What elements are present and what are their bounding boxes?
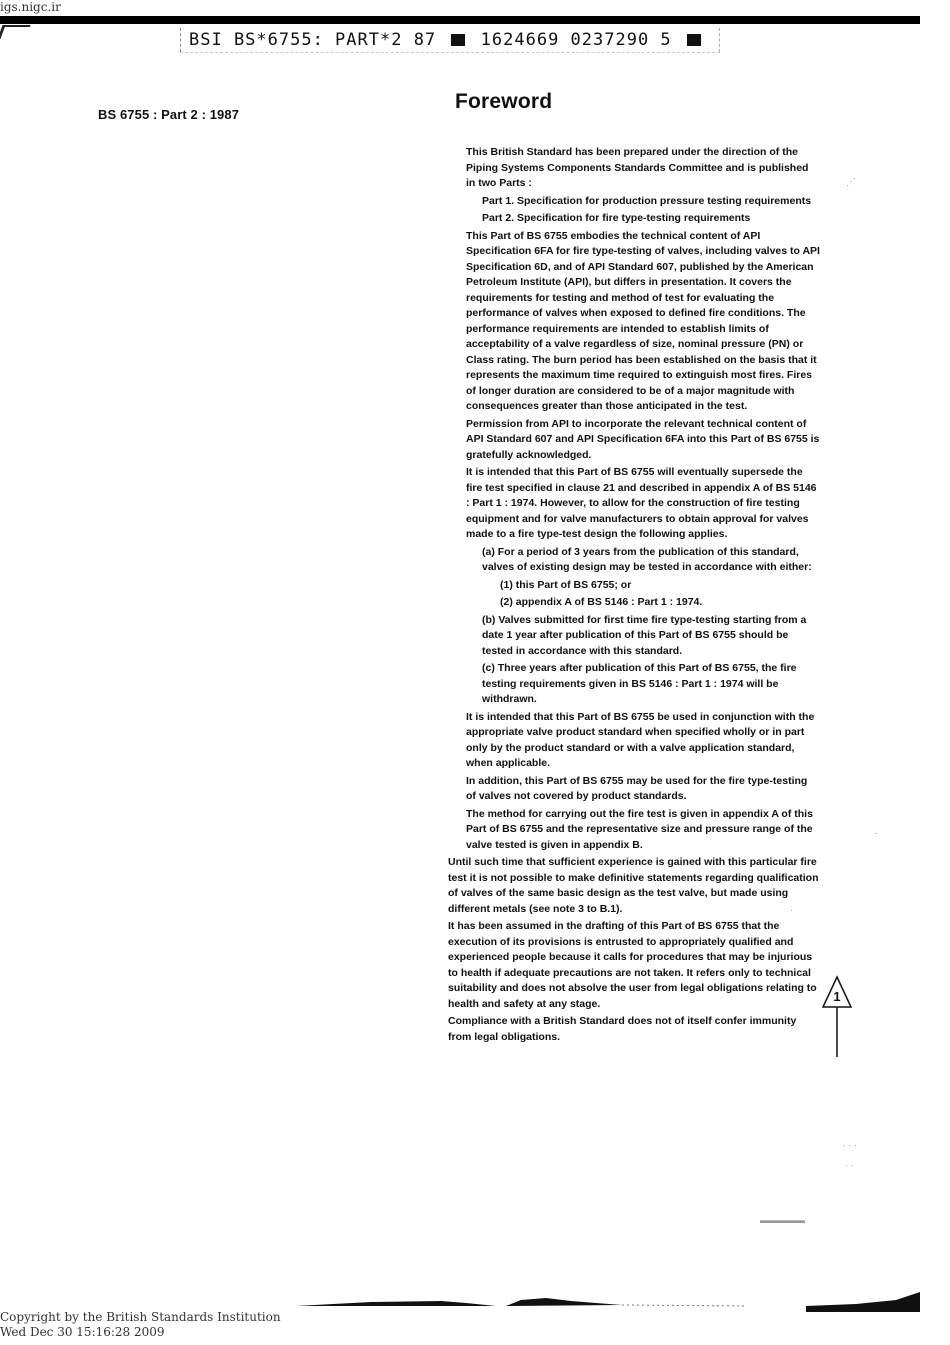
- part-2-entry: Part 2. Specification for fire type-testing requirements: [482, 212, 751, 224]
- paragraph-until: Until such time that sufficient experience is gained with this particular fire test it is not possible to make definitive statements regarding qualification of valves of the same basic design as the test valve, but made using different metals (see note 3 to B.1).: [448, 856, 819, 915]
- footer-copyright: Copyright by the British Standards Institution: [0, 1310, 281, 1324]
- paragraph-conjunction: It is intended that this Part of BS 6755 be used in conjunction with the appropriate valve product standard when specified wholly or in part only by the product standard or with a valve application standard, when applicable.: [466, 710, 815, 769]
- list-item-a: (a) For a period of 3 years from the publication of this standard, valves of existing design may be tested in accordance with either:: [482, 545, 812, 573]
- paragraph-compliance: Compliance with a British Standard does not of itself confer immunity from legal obligations.: [448, 1015, 797, 1043]
- foreword-intro: This British Standard has been prepared under the direction of the Piping Systems Components Standards Committee and is published in two Parts :: [466, 146, 809, 189]
- top-black-rule: [0, 16, 920, 24]
- scan-corner-mark: [0, 25, 31, 39]
- paragraph-technical-content: This Part of BS 6755 embodies the technical content of API Specification 6FA for fire type-testing of valves, including valves to API Specification 6D, and of API Standard 607, published by the American Petroleum Institute (API), but differs in presentation. It covers the requirements for testing and method of test for evaluating the performance of valves when exposed to defined fire conditions. The performance requirements are intended to establish limits of acceptability of a valve regardless of size, nominal pressure (PN) or Class rating. The burn period has been established on the basis that it represents the maximum time required to extinguish most fires. Fires of longer duration are considered to be of a major magnitude with consequences greater than those anticipated in the test.: [466, 229, 820, 412]
- scan-dot-2: -: [875, 828, 878, 838]
- header-code-numbers: 1624669 0237290 5: [480, 30, 672, 50]
- header-code-strip: [180, 28, 720, 52]
- scan-short-rule: ▬▬▬▬▬: [760, 1215, 805, 1225]
- paragraph-assumed: It has been assumed in the drafting of this Part of BS 6755 that the execution of its provisions is entrusted to appropriately qualified and experienced people because it calls for procedures that may be injurious to health if adequate precautions are not taken. It refers only to technical suitability and does not absolve the user from legal obligations relating to health and safety at any stage.: [448, 920, 817, 1010]
- scan-dot-4: · ·: [845, 1160, 854, 1170]
- list-item-a-2: (2) appendix A of BS 5146 : Part 1 : 1974.: [500, 596, 703, 608]
- paragraph-supersede: It is intended that this Part of BS 6755 will eventually supersede the fire test specified in clause 21 and described in appendix A of BS 5146 : Part 1 : 1974. However, to allow for the construction of fire testing equipment and for valve manufacturers to obtain approval for valves made to a fire type-test design the following applies.: [466, 466, 817, 540]
- bottom-scan-rule: [296, 1292, 920, 1312]
- header-block-icon-end: [687, 34, 701, 46]
- paragraph-addition: In addition, this Part of BS 6755 may be used for the fire type-testing of valves not covered by product standards.: [466, 774, 808, 802]
- list-item-a-1: (1) this Part of BS 6755; or: [500, 578, 632, 591]
- list-item-c: (c) Three years after publication of this Part of BS 6755, the fire testing requirements given in BS 5146 : Part 1 : 1974 will be withdrawn.: [482, 662, 797, 705]
- amendment-triangle-marker: [821, 975, 853, 1059]
- paragraph-method: The method for carrying out the fire test is given in appendix A of this Part of BS 6755 and the representative size and pressure range of the valve tested is given in appendix B.: [466, 807, 813, 851]
- header-dashed-line: [180, 52, 720, 53]
- part-1-entry: Part 1. Specification for production pressure testing requirements: [482, 194, 812, 207]
- header-block-icon: [451, 34, 465, 46]
- watermark-top: igs.nigc.ir: [0, 0, 61, 14]
- header-code-text: BSI BS*6755: PART*2 87: [189, 30, 437, 50]
- scan-dot-1: ·: [790, 905, 793, 915]
- marker-number: 1: [833, 989, 841, 1004]
- foreword-title: Foreword: [455, 90, 553, 113]
- list-item-b: (b) Valves submitted for first time fire type-testing starting from a date 1 year after publication of this Part of BS 6755 should be tested in accordance with this standard.: [482, 613, 807, 657]
- document-identifier: BS 6755 : Part 2 : 1987: [98, 107, 240, 122]
- scan-dot-3: · · ·: [843, 1140, 857, 1150]
- margin-scan-marks: ⋰: [846, 177, 856, 188]
- foreword-content: [448, 145, 820, 1047]
- paragraph-permission: Permission from API to incorporate the relevant technical content of API Standard 607 and API Specification 6FA into this Part of BS 6755 is gratefully acknowledged.: [466, 417, 820, 461]
- footer-timestamp: Wed Dec 30 15:16:28 2009: [0, 1325, 165, 1339]
- warning-triangle-icon: [821, 975, 853, 1059]
